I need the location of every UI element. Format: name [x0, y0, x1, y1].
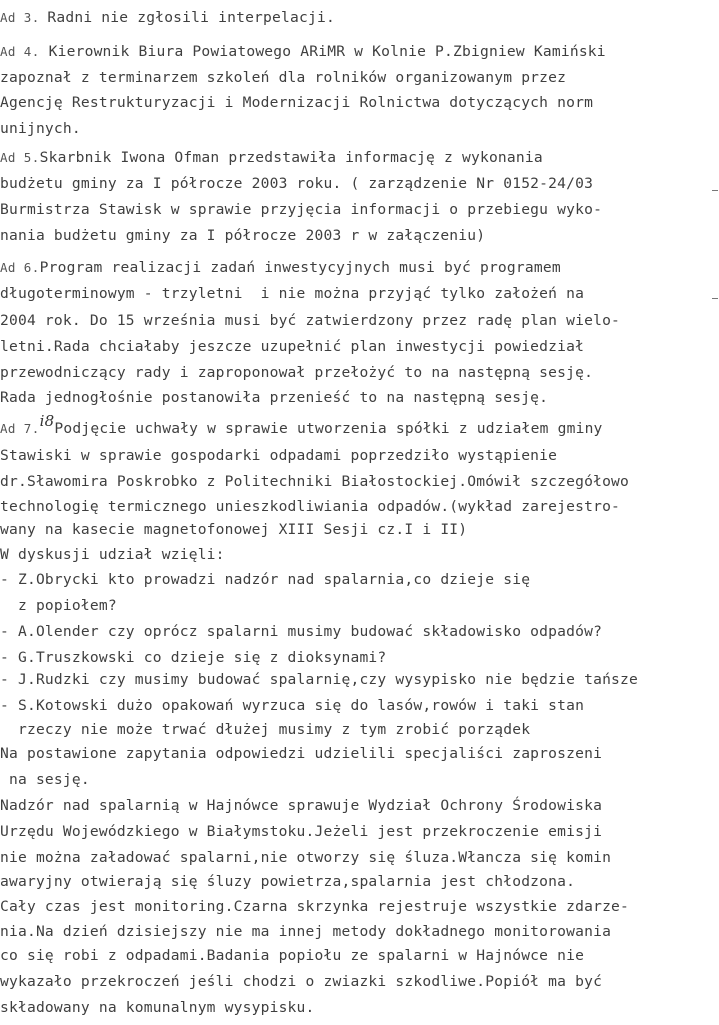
- text-line: Cały czas jest monitoring.Czarna skrzynka rejestruje wszystkie zdarze-: [0, 898, 630, 915]
- margin-mark: [712, 298, 718, 299]
- agenda-label: Ad 5.: [0, 150, 40, 165]
- text-line: nia.Na dzień dzisiejszy nie ma innej metody dokładnego monitorowania: [0, 923, 612, 940]
- discussion-item-cont: rzeczy nie może trwać dłużej musimy z tym zrobić porządek: [0, 721, 531, 738]
- text-line: Rada jednogłośnie postanowiła przenieść to na następną sesję.: [0, 389, 549, 406]
- agenda-text: Kierownik Biura Powiatowego ARiMR w Kolnie P.Zbigniew Kamiński: [48, 43, 606, 60]
- agenda-label: Ad 3.: [0, 10, 40, 25]
- agenda-text: Skarbnik Iwona Ofman przedstawiła informację z wykonania: [39, 149, 543, 166]
- text-line: Burmistrza Stawisk w sprawie przyjęcia informacji o przebiegu wyko-: [0, 201, 603, 218]
- text-line: Na postawione zapytania odpowiedzi udzielili specjaliści zaproszeni: [0, 745, 603, 762]
- text-line: Agencję Restrukturyzacji i Modernizacji Rolnictwa dotyczących norm: [0, 94, 594, 111]
- text-line: Urzędu Wojewódzkiego w Białymstoku.Jeżeli jest przekroczenie emisji: [0, 823, 603, 840]
- text-line: składowany na komunalnym wysypisku.: [0, 999, 315, 1016]
- discussion-item: - Z.Obrycki kto prowadzi nadzór nad spalarnia,co dzieje się: [0, 571, 531, 588]
- text-line: dr.Sławomira Poskrobko z Politechniki Białostockiej.Omówił szczegółowo: [0, 473, 630, 490]
- agenda-item-4: [0, 42, 719, 62]
- text-line: na sesję.: [0, 771, 90, 788]
- discussion-item-cont: z popiołem?: [0, 597, 117, 614]
- text-line: długoterminowym - trzyletni i nie można przyjąć tylko założeń na: [0, 285, 585, 302]
- agenda-item-6: [0, 258, 719, 278]
- agenda-item-7: [0, 412, 719, 439]
- handwritten-annotation: i8: [39, 412, 55, 430]
- text-line: przewodniczący rady i zaproponował przełożyć to na następną sesję.: [0, 364, 594, 381]
- agenda-item-3: [0, 8, 719, 28]
- agenda-text: Radni nie zgłosili interpelacji.: [47, 9, 335, 26]
- text-line: zapoznał z terminarzem szkoleń dla rolników organizowanym przez: [0, 69, 567, 86]
- agenda-label: Ad 4.: [0, 44, 40, 59]
- text-line: Stawiski w sprawie gospodarki odpadami poprzedziło wystąpienie: [0, 447, 558, 464]
- text-line: co się robi z odpadami.Badania popiołu ze spalarni w Hajnówce nie: [0, 947, 585, 964]
- discussion-item: - G.Truszkowski co dzieje się z dioksynami?: [0, 649, 387, 666]
- text-line: unijnych.: [0, 120, 81, 137]
- text-line: wany na kasecie magnetofonowej XIII Sesji cz.I i II): [0, 521, 468, 538]
- agenda-label: Ad 6.: [0, 260, 40, 275]
- text-line: nania budżetu gminy za I półrocze 2003 r w załączeniu): [0, 227, 486, 244]
- discussion-item: - A.Olender czy oprócz spalarni musimy budować składowisko odpadów?: [0, 623, 603, 640]
- text-line: 2004 rok. Do 15 września musi być zatwierdzony przez radę plan wielo-: [0, 312, 621, 329]
- agenda-text: Podjęcie uchwały w sprawie utworzenia spółki z udziałem gminy: [54, 420, 603, 437]
- discussion-heading: W dyskusji udział wzięli:: [0, 546, 225, 563]
- agenda-text: Program realizacji zadań inwestycyjnych musi być programem: [39, 259, 561, 276]
- text-line: Nadzór nad spalarnią w Hajnówce sprawuje Wydział Ochrony Środowiska: [0, 797, 603, 814]
- agenda-item-5: [0, 148, 719, 168]
- text-line: letni.Rada chciałaby jeszcze uzupełnić plan inwestycji powiedział: [0, 338, 585, 355]
- discussion-item: - S.Kotowski dużo opakowań wyrzuca się do lasów,rowów i taki stan: [0, 697, 585, 714]
- discussion-item: - J.Rudzki czy musimy budować spalarnię,czy wysypisko nie będzie tańsze: [0, 671, 639, 688]
- agenda-label: Ad 7.: [0, 421, 40, 436]
- margin-mark: [712, 190, 718, 191]
- text-line: technologię termicznego unieszkodliwiania odpadów.(wykład zarejestro-: [0, 498, 621, 515]
- text-line: nie można załadować spalarni,nie otworzy się śluza.Włancza się komin: [0, 849, 612, 866]
- text-line: wykazało przekroczeń jeśli chodzi o zwiazki szkodliwe.Popiół ma być: [0, 973, 603, 990]
- text-line: budżetu gminy za I półrocze 2003 roku. ( zarządzenie Nr 0152-24/03: [0, 175, 594, 192]
- text-line: awaryjny otwierają się śluzy powietrza,spalarnia jest chłodzona.: [0, 873, 576, 890]
